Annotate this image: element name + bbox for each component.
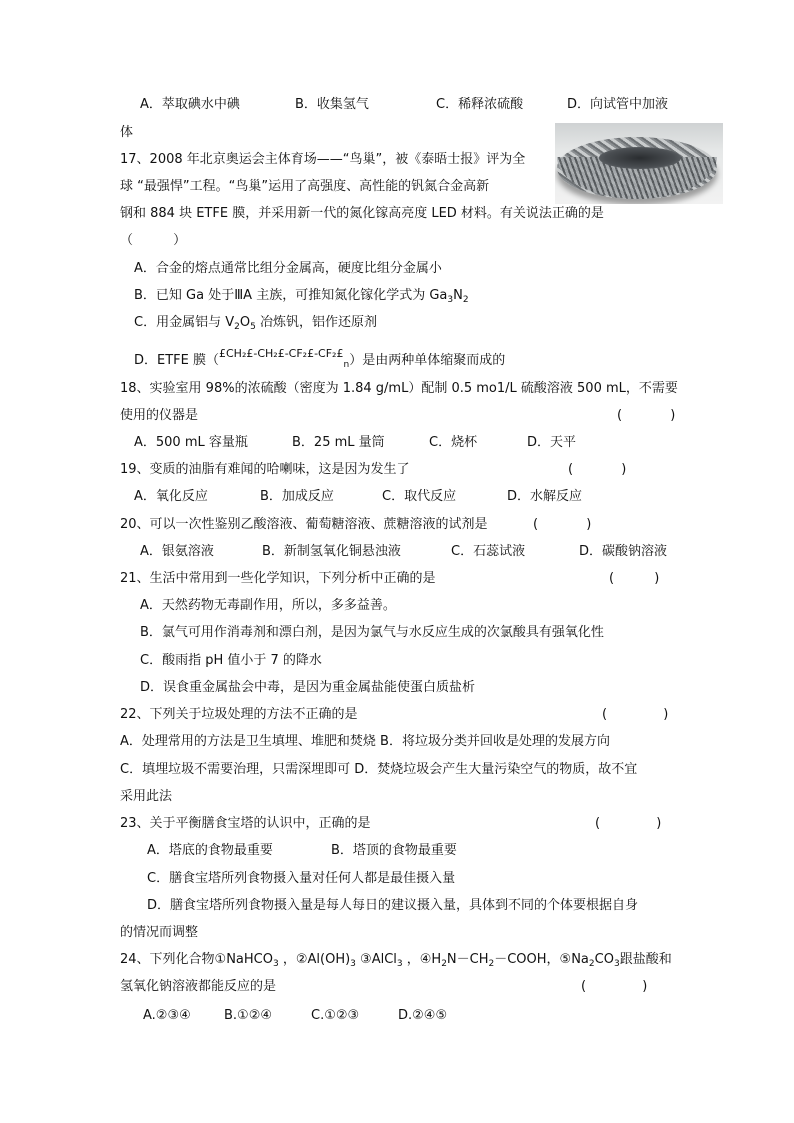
q17-option-d-n: n (343, 360, 350, 370)
q20-option-c: C．石蕊试液 (451, 544, 526, 559)
q20-option-a: A．银氨溶液 (140, 544, 214, 559)
q17-option-c (134, 314, 377, 332)
q17-option-c-tail: 冶炼钒，铝作还原剂 (255, 315, 377, 330)
q24-text-1: 24、下列化合物①NaHCO (120, 952, 273, 967)
q17-option-b-mid: N (453, 288, 463, 303)
q19-option-a: A．氧化反应 (134, 489, 208, 504)
q24-text-8: 跟盐酸和 (619, 952, 672, 967)
q24-text-3: ③AlCl (355, 952, 397, 967)
q24-sub-7: 3 (613, 959, 620, 969)
q18-option-c: C．烧杯 (429, 435, 478, 450)
q24-sub-3: 3 (396, 959, 403, 969)
q17-stem-line2: 球 “最强悍”工程。“鸟巢”运用了高强度、高性能的钒氮合金高新 (120, 179, 490, 194)
q23-stem: 23、关于平衡膳食宝塔的认识中，正确的是 (120, 816, 371, 831)
q17-option-b-text: B．已知 Ga 处于ⅢA 主族，可推知氮化镓化学式为 Ga (134, 288, 448, 303)
q20-option-d: D．碳酸钠溶液 (579, 544, 668, 559)
q24-option-b: B.①②④ (224, 1008, 273, 1023)
q24-sub-6: 2 (588, 959, 595, 969)
q17-option-d-formula: £CH₂£-CH₂£-CF₂£-CF₂£ (219, 347, 344, 360)
q20-stem: 20、可以一次性鉴别乙酸溶液、葡萄糖溶液、蔗糖溶液的试剂是 (120, 517, 488, 532)
q24-sub-4: 2 (441, 959, 447, 969)
q17-stem-line3: 钢和 884 块 ETFE 膜，并采用新一代的氮化镓高亮度 LED 材料。有关说法正确的是 (120, 206, 604, 221)
q23-option-c: C．膳食宝塔所列食物摄入量对任何人都是最佳摄入量 (147, 871, 456, 886)
q19-answer-paren: ( ) (568, 462, 649, 477)
q23-option-b: B．塔顶的食物最重要 (331, 843, 457, 858)
q24-stem-line1 (120, 951, 672, 969)
q23-answer-paren: ( ) (595, 816, 688, 831)
q22-options-line3: 采用此法 (120, 789, 173, 804)
q24-text-5: N－CH (446, 952, 489, 967)
q16-option-a: A．萃取碘水中碘 (140, 97, 240, 112)
q24-stem-line2: 氢氧化钠溶液都能反应的是 (120, 979, 277, 994)
q22-options-line1: A．处理常用的方法是卫生填埋、堆肥和焚烧 B．将垃圾分类并回收是处理的发展方向 (120, 734, 610, 749)
q21-option-c: C．酸雨指 pH 值小于 7 的降水 (140, 653, 322, 668)
q18-stem-line1: 18、实验室用 98%的浓硫酸（密度为 1.84 g/mL）配制 0.5 mo1/L 硫酸溶液 500 mL，不需要 (120, 381, 678, 396)
q17-stem-line1: 17、2008 年北京奥运会主体育场——“鸟巢”，被《泰晤士报》评为全 (120, 152, 526, 167)
q17-option-c-sub2: 5 (250, 322, 256, 332)
q21-option-b: B．氯气可用作消毒剂和漂白剂，是因为氯气与水反应生成的次氯酸具有强氧化性 (140, 625, 604, 640)
q17-option-d-tail: ）是由两种单体缩聚而成的 (349, 353, 506, 368)
q17-option-c-mid: O (239, 315, 251, 330)
q24-text-7: CO (594, 952, 614, 967)
q19-option-d: D．水解反应 (507, 489, 583, 504)
q22-stem: 22、下列关于垃圾处理的方法不正确的是 (120, 707, 358, 722)
q22-options-line2: C．填埋垃圾不需要治理，只需深埋即可 D．焚烧垃圾会产生大量污染空气的物质，故不宜 (120, 762, 638, 777)
q19-option-b: B．加成反应 (260, 489, 334, 504)
q17-option-a: A．合金的熔点通常比组分金属高，硬度比组分金属小 (134, 261, 442, 276)
q16-option-c: C．稀释浓硫酸 (436, 97, 524, 112)
q20-answer-paren: ( ) (533, 517, 614, 532)
q24-sub-1: 3 (272, 959, 279, 969)
q18-stem-line2: 使用的仪器是 (120, 408, 199, 423)
q24-text-4: ，④H (402, 952, 442, 967)
q22-answer-paren: ( ) (602, 707, 695, 722)
q23-option-a: A．塔底的食物最重要 (147, 843, 273, 858)
q21-option-a: A．天然药物无毒副作用，所以，多多益善。 (140, 598, 396, 613)
q20-option-b: B．新制氢氧化铜悬浊液 (262, 544, 401, 559)
q16-option-d: D．向试管中加液 (567, 97, 669, 112)
q21-stem: 21、生活中常用到一些化学知识，下列分析中正确的是 (120, 571, 436, 586)
q24-text-6: －COOH，⑤Na (494, 952, 589, 967)
q17-option-c-text: C．用金属铝与 V (134, 315, 235, 330)
birds-nest-photo (555, 123, 723, 204)
q21-option-d: D．误食重金属盐会中毒，是因为重金属盐能使蛋白质盐析 (140, 680, 476, 695)
q17-option-d (134, 347, 506, 370)
q17-option-b (134, 287, 469, 305)
q16-option-d-wrap: 体 (120, 125, 134, 140)
q18-option-d: D．天平 (527, 435, 577, 450)
q24-option-a: A.②③④ (143, 1008, 191, 1023)
stadium-opening-shape (599, 147, 681, 169)
q24-answer-paren: ( ) (581, 979, 674, 994)
q19-option-c: C．取代反应 (382, 489, 457, 504)
q24-sub-2: 3 (350, 959, 356, 969)
q16-option-b: B．收集氢气 (295, 97, 369, 112)
q17-option-b-sub2: 2 (462, 295, 469, 305)
q21-answer-paren: ( ) (609, 571, 678, 586)
q24-text-2: ，②Al(OH) (278, 952, 351, 967)
q23-option-d-line1: D．膳食宝塔所列食物摄入量是每人每日的建议摄入量，具体到不同的个体要根据自身 (147, 898, 639, 913)
q17-answer-paren: （ ） (120, 233, 205, 248)
q24-option-c: C.①②③ (311, 1008, 360, 1023)
q23-option-d-line2: 的情况而调整 (120, 925, 199, 940)
q17-option-d-text: D．ETFE 膜（ (134, 353, 219, 368)
q18-option-b: B．25 mL 量筒 (292, 435, 385, 450)
q18-answer-paren: ( ) (617, 408, 698, 423)
q18-option-a: A．500 mL 容量瓶 (134, 435, 248, 450)
q24-option-d: D.②④⑤ (398, 1008, 448, 1023)
q17-option-c-sub1: 2 (234, 322, 240, 332)
q17-option-b-sub1: 3 (447, 295, 454, 305)
q24-sub-5: 2 (488, 959, 495, 969)
q19-stem: 19、变质的油脂有难闻的哈喇味，这是因为发生了 (120, 462, 410, 477)
